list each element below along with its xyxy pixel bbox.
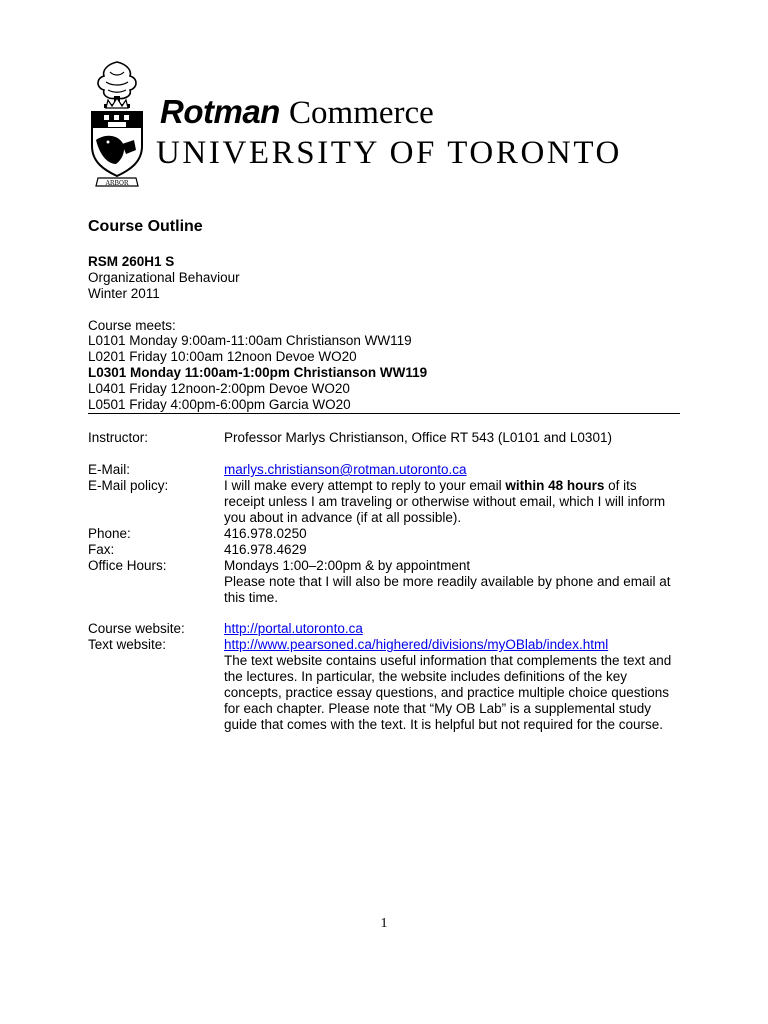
brand-rotman: Rotman (160, 93, 280, 130)
email-policy-text: I will make every attempt to reply to your email within 48 hours of its receipt unless I am traveling or otherwise without email, which I will inform you about in advance (if at all possible). (224, 478, 666, 525)
course-name: Organizational Behaviour (88, 270, 240, 285)
phone-value: 416.978.0250 (224, 526, 307, 541)
section-item: L0501 Friday 4:00pm-6:00pm Garcia WO20 (88, 397, 351, 412)
section-item-highlighted: L0301 Monday 11:00am-1:00pm Christianson WW119 (88, 365, 428, 380)
office-hours-note: Please note that I will also be more readily available by phone and email at this time. (224, 574, 671, 605)
email-link[interactable]: marlys.christianson@rotman.utoronto.ca (224, 462, 467, 477)
section-item: L0201 Friday 10:00am 12noon Devoe WO20 (88, 349, 357, 364)
crest-motto: ARBOR (105, 180, 129, 187)
instructor-value: Professor Marlys Christianson, Office RT 543 (L0101 and L0301) (224, 430, 612, 445)
section-item: L0101 Monday 9:00am-11:00am Christianson WW119 (88, 333, 412, 348)
course-meets-label: Course meets: (88, 318, 176, 333)
text-website-label: Text website: (88, 637, 167, 652)
instructor-label: Instructor: (88, 430, 149, 445)
brand-name (160, 92, 434, 133)
office-hours-label: Office Hours: (88, 558, 167, 573)
course-website-link[interactable]: http://portal.utoronto.ca (224, 621, 363, 636)
text-website-description: The text website contains useful information that complements the text and the lectures. In particular, the website includes definitions of the key concepts, practice essay questions, and practice multiple choice questions for each chapter. Please note that “My OB Lab” is a supplemental study guide that comes with the text. It is helpful but not required for the course. (224, 653, 672, 732)
section-item: L0401 Friday 12noon-2:00pm Devoe WO20 (88, 381, 350, 396)
university-crest-icon (86, 60, 148, 188)
course-website-label: Course website: (88, 621, 185, 636)
page-title: Course Outline (88, 218, 203, 235)
page-number: 1 (380, 916, 388, 931)
brand-commerce: Commerce (289, 95, 434, 131)
policy-emphasis: within 48 hours (505, 478, 605, 493)
divider-rule (88, 413, 680, 414)
course-term: Winter 2011 (88, 286, 160, 301)
office-hours-value: Mondays 1:00–2:00pm & by appointment Please note that I will also be more readily available by phone and email at this time. (224, 558, 671, 605)
phone-label: Phone: (88, 526, 131, 541)
fax-label: Fax: (88, 542, 115, 557)
rotman-logo (84, 60, 684, 190)
email-label: E-Mail: (88, 462, 131, 477)
fax-value: 416.978.4629 (224, 542, 307, 557)
course-code: RSM 260H1 S (88, 254, 175, 269)
email-policy-label: E-Mail policy: (88, 478, 169, 493)
university-name: UNIVERSITY OF TORONTO (156, 135, 622, 171)
text-website-link[interactable]: http://www.pearsoned.ca/highered/divisions/myOBlab/index.html (224, 637, 609, 652)
